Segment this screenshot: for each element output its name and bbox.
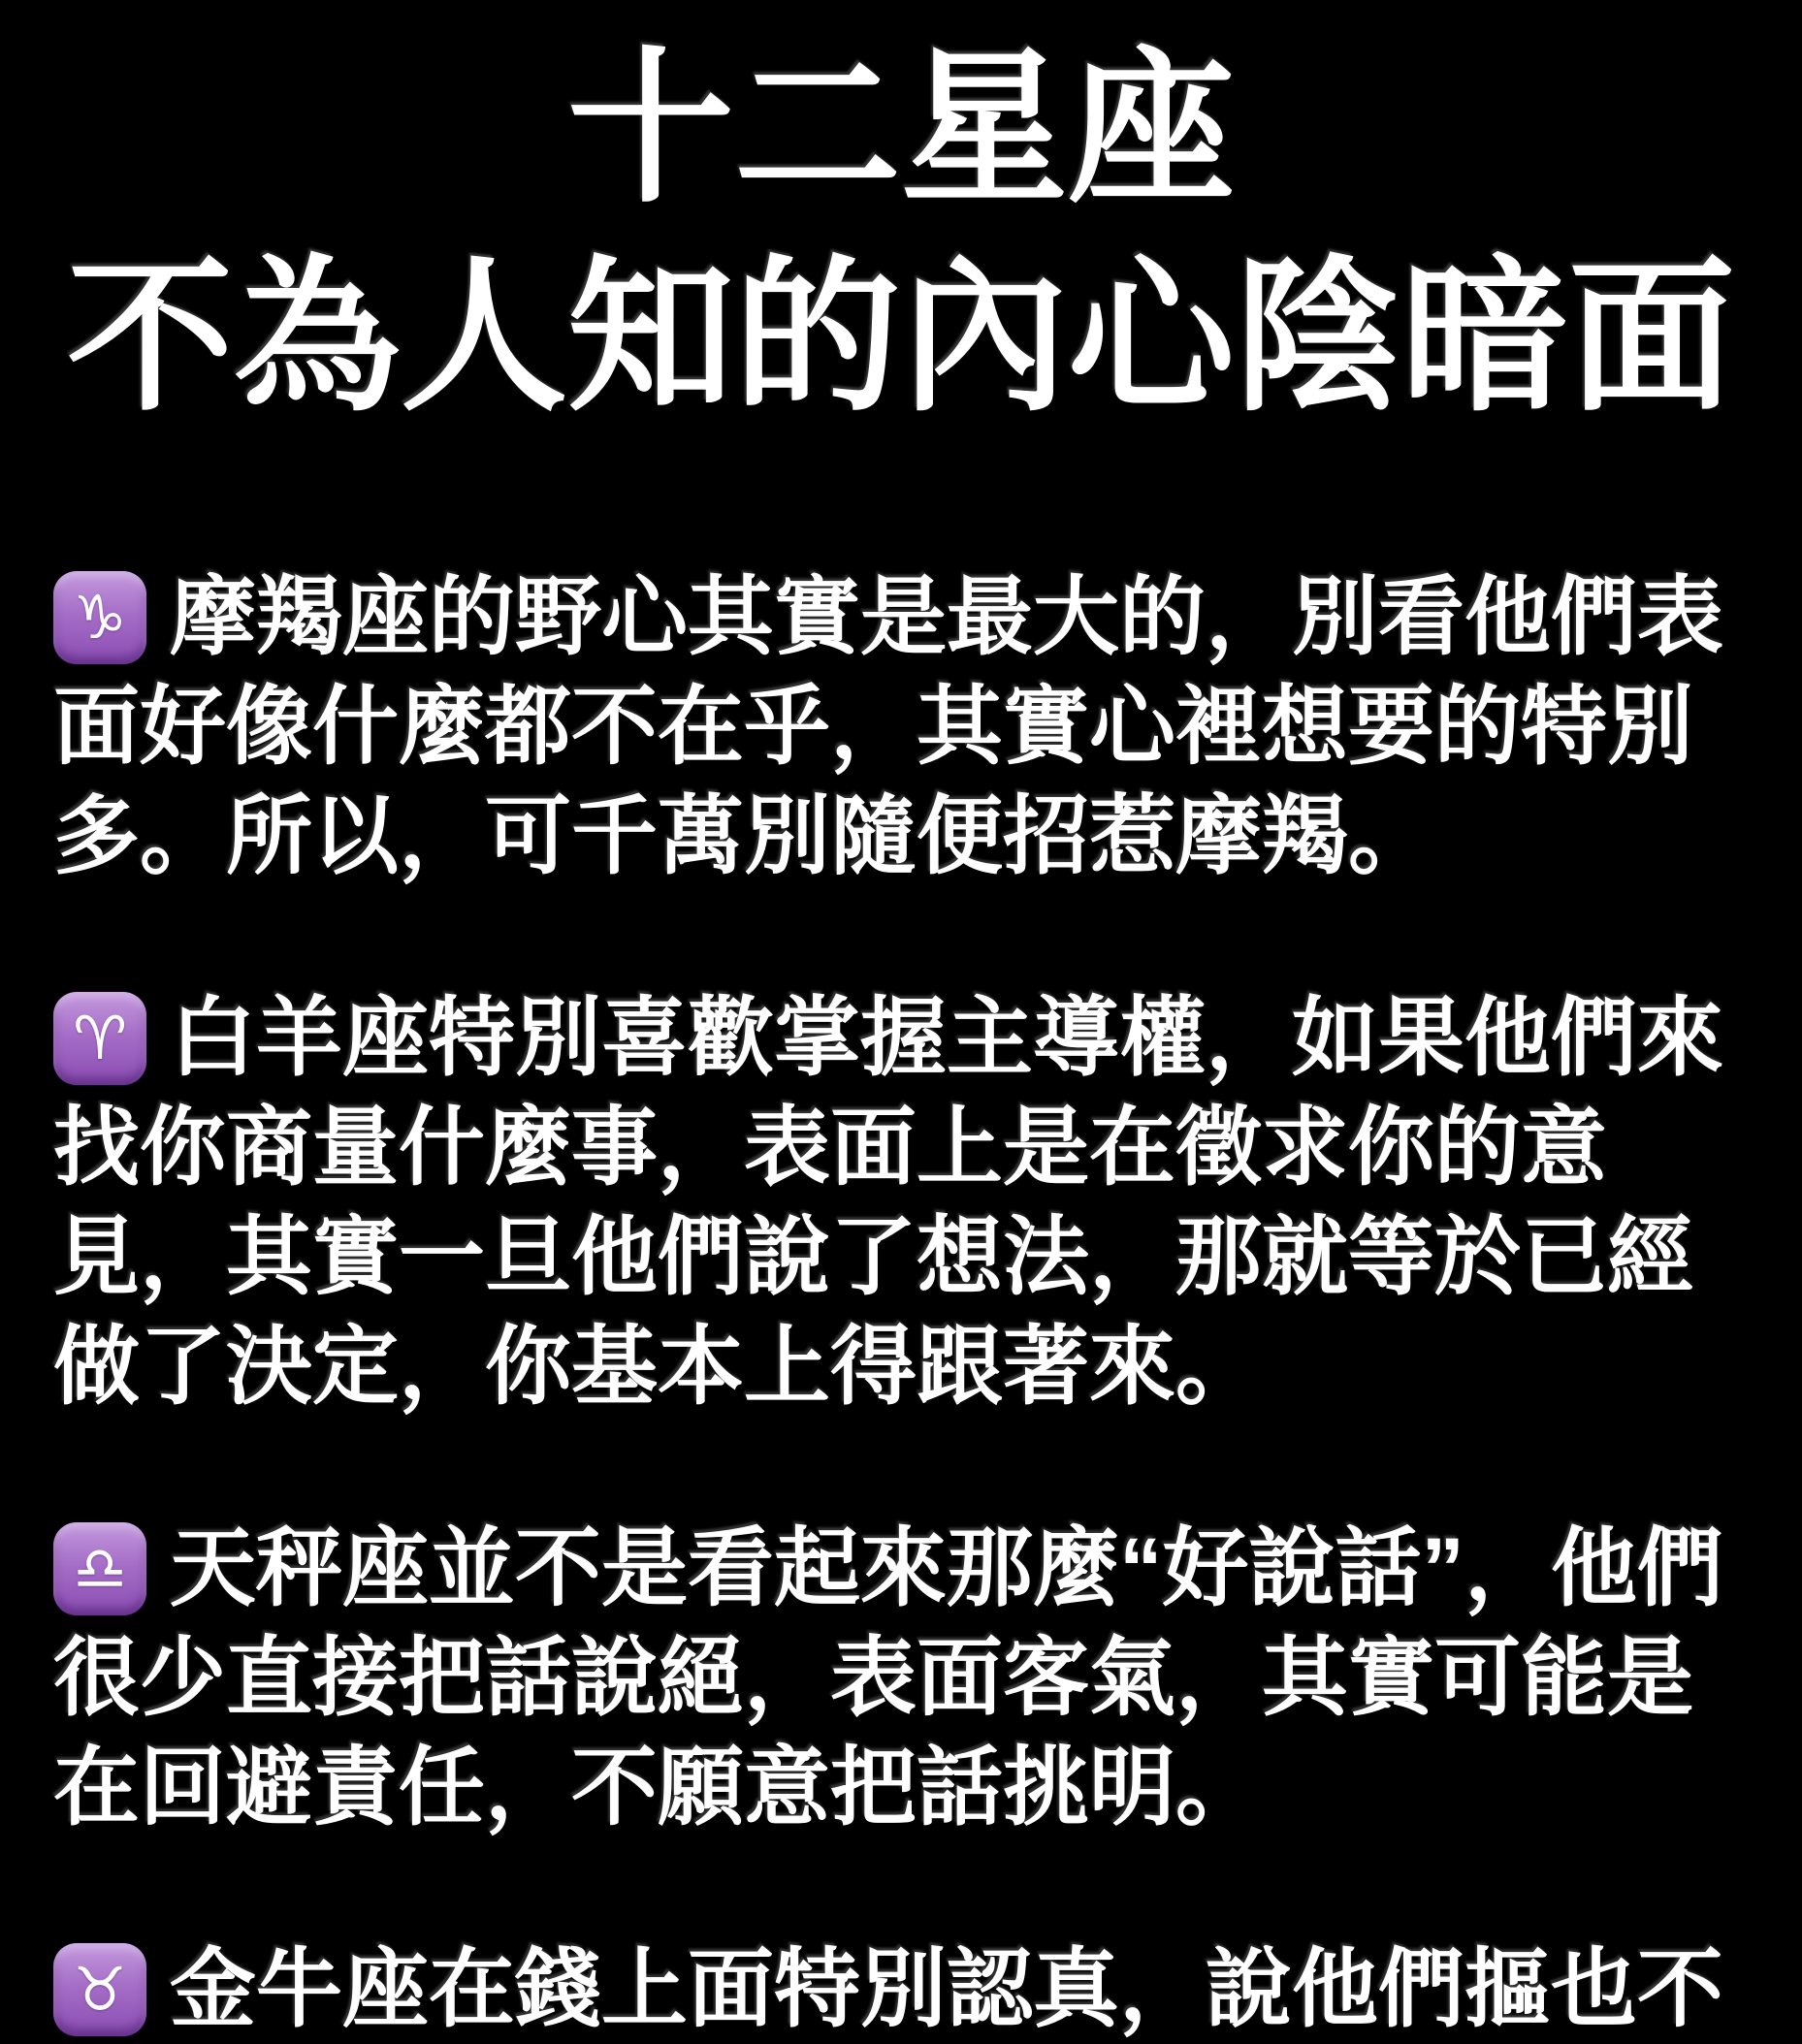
zodiac-glyph: ♑ xyxy=(73,582,127,654)
page-title xyxy=(53,27,1749,444)
taurus-icon xyxy=(53,1943,146,2036)
zodiac-section xyxy=(53,1514,1749,1842)
capricorn-icon xyxy=(53,571,146,664)
zodiac-section xyxy=(53,1934,1749,2044)
aries-icon xyxy=(53,992,146,1085)
libra-icon xyxy=(53,1522,146,1615)
section-text: 天秤座並不是看起來那麼“好說話”，他們很少直接把話說絕，表面客氣，其實可能是在回避責任，不願意把話挑明。 xyxy=(53,1519,1723,1836)
title-line-2: 不為人知的內心陰暗面 xyxy=(67,247,1735,431)
section-text: 摩羯座的野心其實是最大的，別看他們表面好像什麼都不在乎，其實心裡想要的特別多。所以，可千萬別隨便招惹摩羯。 xyxy=(53,568,1723,884)
section-text: 白羊座特別喜歡掌握主導權，如果他們來找你商量什麼事，表面上是在徵求你的意見，其實一旦他們說了想法，那就等於已經做了決定，你基本上得跟著來。 xyxy=(53,989,1723,1415)
zodiac-glyph: ♉ xyxy=(73,1954,127,2026)
section-text: 金牛座在錢上面特別認真，說他們摳也不 xyxy=(170,1940,1723,2037)
zodiac-glyph: ♎ xyxy=(73,1533,127,1605)
zodiac-glyph: ♈ xyxy=(73,1003,127,1074)
zodiac-section xyxy=(53,983,1749,1421)
zodiac-section xyxy=(53,562,1749,891)
title-line-1: 十二星座 xyxy=(567,39,1235,223)
sections xyxy=(53,562,1749,2044)
